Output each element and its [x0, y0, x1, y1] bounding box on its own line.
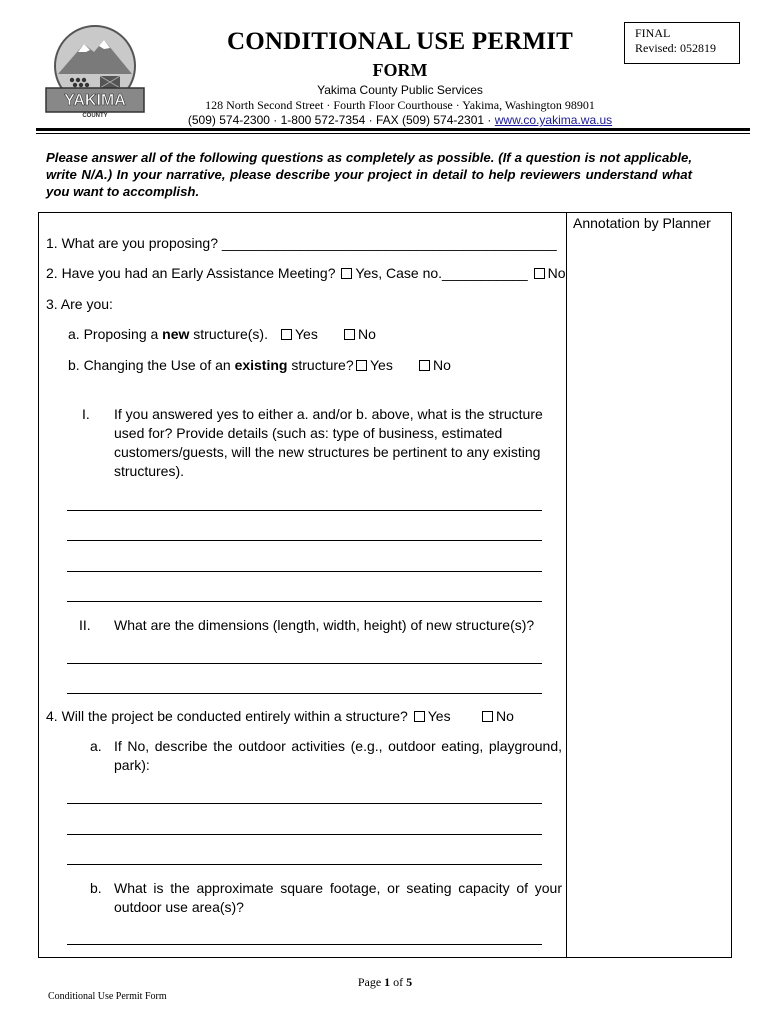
annotation-column-divider: [566, 212, 567, 958]
question-4b-number: b.: [90, 880, 102, 896]
q2-no-label: No: [547, 265, 566, 281]
q3a-bold: new: [162, 326, 190, 342]
q4-yes-checkbox[interactable]: [414, 711, 425, 722]
question-2: [46, 264, 566, 283]
q4-no-checkbox[interactable]: [482, 711, 493, 722]
agency-name: Yakima County Public Services: [317, 83, 483, 97]
logo-subtext: COUNTY: [82, 113, 108, 119]
page-total: 5: [406, 975, 413, 989]
website-link[interactable]: www.co.yakima.wa.us: [494, 113, 613, 127]
answer-line[interactable]: [67, 663, 542, 664]
question-3b: [68, 356, 354, 375]
q3a-yes-checkbox[interactable]: [281, 329, 292, 340]
footer-form-name: Conditional Use Permit Form: [48, 991, 167, 1002]
question-1[interactable]: 1. What are you proposing? ___________________________________________: [46, 235, 557, 251]
page-of: of: [390, 975, 407, 989]
agency-address: 128 North Second Street · Fourth Floor Courthouse · Yakima, Washington 98901: [205, 98, 595, 112]
question-I-text: If you answered yes to either a. and/or b. above, what is the structure used for? Provide details (such as: type of business, estimated customers/guests, will the new structures be pertinent to any existing structures).: [114, 406, 543, 479]
page-current: 1: [384, 975, 391, 989]
q2-yes-checkbox[interactable]: [341, 268, 352, 279]
question-II-text: What are the dimensions (length, width, height) of new structure(s)?: [114, 617, 535, 633]
q3b-yes-label: Yes: [370, 357, 393, 373]
answer-line[interactable]: [67, 540, 542, 541]
q3b-no-option: [417, 356, 451, 375]
q4-no-label: No: [496, 708, 514, 724]
question-4a-number: a.: [90, 738, 102, 754]
form-subtitle: FORM: [372, 60, 428, 80]
instructions-text: Please answer all of the following questions as completely as possible. (If a question is not applicable, write N/A.) In your narrative, please describe your project in detail to help reviewers understand what you want to accomplish.: [46, 150, 692, 199]
question-4a-text: If No, describe the outdoor activities (e.g., outdoor eating, playground, park):: [114, 738, 562, 773]
header-rule: [36, 128, 750, 131]
q2-yes-label: Yes, Case no.___________: [355, 265, 528, 281]
q3b-suffix: structure?: [287, 357, 354, 373]
logo-text: YAKIMA: [64, 92, 126, 109]
page-prefix: Page: [357, 975, 385, 989]
yakima-county-logo: [44, 22, 146, 120]
answer-line[interactable]: [67, 803, 542, 804]
q4-yes-label: Yes: [427, 708, 451, 724]
revision-box: [624, 22, 740, 64]
q3b-yes-checkbox[interactable]: [356, 360, 367, 371]
q4-no-option: [480, 707, 514, 726]
q3b-yes-option: [354, 356, 393, 375]
question-3: 3. Are you:: [46, 296, 113, 312]
answer-line[interactable]: [67, 864, 542, 865]
answer-line[interactable]: [67, 510, 542, 511]
q3a-no-checkbox[interactable]: [344, 329, 355, 340]
answer-line[interactable]: [67, 944, 542, 945]
q3a-suffix: structure(s).: [189, 326, 268, 342]
answer-line[interactable]: [67, 571, 542, 572]
question-3a: [68, 325, 268, 344]
q3b-no-label: No: [433, 357, 451, 373]
agency-contact: [160, 113, 640, 127]
answer-line[interactable]: [67, 693, 542, 694]
q3a-yes-label: Yes: [295, 326, 318, 342]
page-number: [0, 975, 770, 990]
answer-line[interactable]: [67, 834, 542, 835]
question-2-text: 2. Have you had an Early Assistance Meeting?: [46, 265, 336, 281]
answer-line[interactable]: [67, 601, 542, 602]
question-4b-text: What is the approximate square footage, or seating capacity of your outdoor use area(s)?: [114, 880, 562, 915]
contact-phones: (509) 574-2300 · 1-800 572-7354 · FAX (509) 574-2301 ·: [187, 113, 495, 127]
question-I-number: I.: [82, 406, 90, 422]
q3a-no-option: [342, 325, 376, 344]
questions-table: [38, 212, 732, 958]
q2-no-checkbox[interactable]: [534, 268, 545, 279]
q3b-bold: existing: [234, 357, 288, 373]
q3a-yes-option: [279, 325, 318, 344]
question-4-text: 4. Will the project be conducted entirely within a structure?: [46, 708, 408, 724]
header-rule-thin: [36, 133, 750, 134]
revision-status: FINAL: [635, 26, 671, 40]
q3a-prefix: a. Proposing a: [68, 326, 163, 342]
q3b-prefix: b. Changing the Use of an: [68, 357, 235, 373]
form-title: CONDITIONAL USE PERMIT: [226, 28, 574, 55]
annotation-header: Annotation by Planner: [573, 215, 711, 231]
q3a-no-label: No: [358, 326, 376, 342]
question-II-number: II.: [79, 617, 91, 633]
q3b-no-checkbox[interactable]: [419, 360, 430, 371]
revision-date: Revised: 052819: [635, 41, 716, 55]
question-4: [46, 707, 451, 726]
